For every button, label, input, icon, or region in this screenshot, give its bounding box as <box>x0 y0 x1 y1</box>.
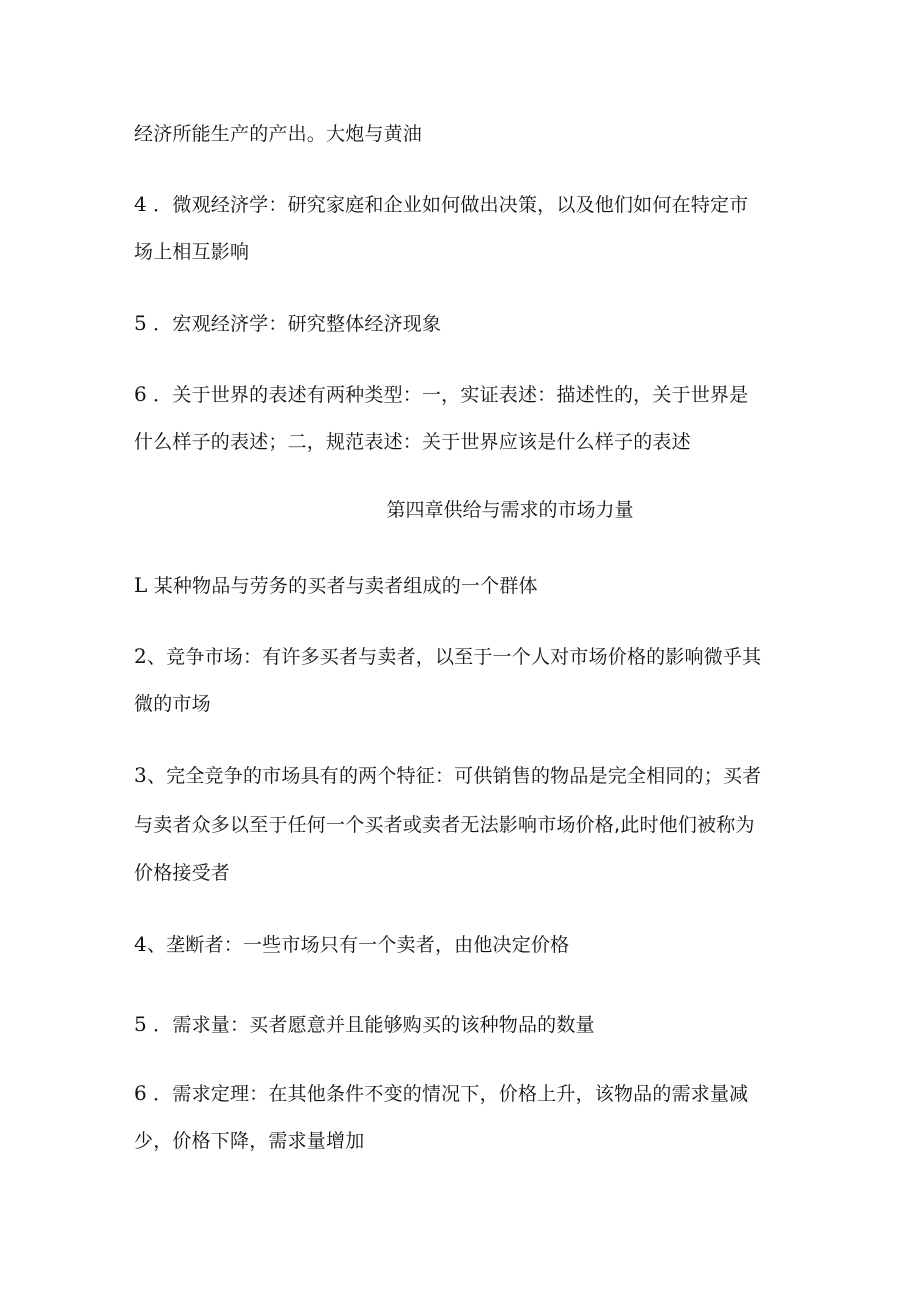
text-line: 场上相互影响 <box>134 241 250 263</box>
list-item-1: L 某种物品与劳务的买者与卖者组成的一个群体 <box>134 573 538 597</box>
text-line: 什么样子的表述；二，规范表述：关于世界应该是什么样子的表述 <box>134 431 691 453</box>
list-item-3: 3、完全竞争的市场具有的两个特征：可供销售的物品是完全相同的；买者 <box>134 763 762 787</box>
chapter-heading: 第四章供给与需求的市场力量 <box>386 499 634 521</box>
list-item-5: 5 ．宏观经济学：研究整体经济现象 <box>134 311 442 335</box>
list-item-2: 2、竞争市场：有许多买者与卖者，以至于一个人对市场价格的影响微乎其 <box>134 644 762 668</box>
list-item-5b: 5 ．需求量：买者愿意并且能够购买的该种物品的数量 <box>134 1012 595 1036</box>
list-item-4b: 4、垄断者：一些市场只有一个卖者，由他决定价格 <box>134 932 570 956</box>
text-line: 少，价格下降，需求量增加 <box>134 1130 365 1152</box>
text-line: 价格接受者 <box>134 862 231 884</box>
list-item-6: 6 ．关于世界的表述有两种类型：一，实证表述：描述性的，关于世界是 <box>134 382 749 406</box>
text-line: 与卖者众多以至于任何一个买者或卖者无法影响市场价格,此时他们被称为 <box>134 814 755 836</box>
text-line: 微的市场 <box>134 693 211 715</box>
list-item-4: 4 ．微观经济学：研究家庭和企业如何做出决策，以及他们如何在特定市 <box>134 192 749 216</box>
text-line: 经济所能生产的产出。大炮与黄油 <box>134 123 423 145</box>
list-item-6b: 6 ．需求定理：在其他条件不变的情况下，价格上升，该物品的需求量减 <box>134 1081 749 1105</box>
